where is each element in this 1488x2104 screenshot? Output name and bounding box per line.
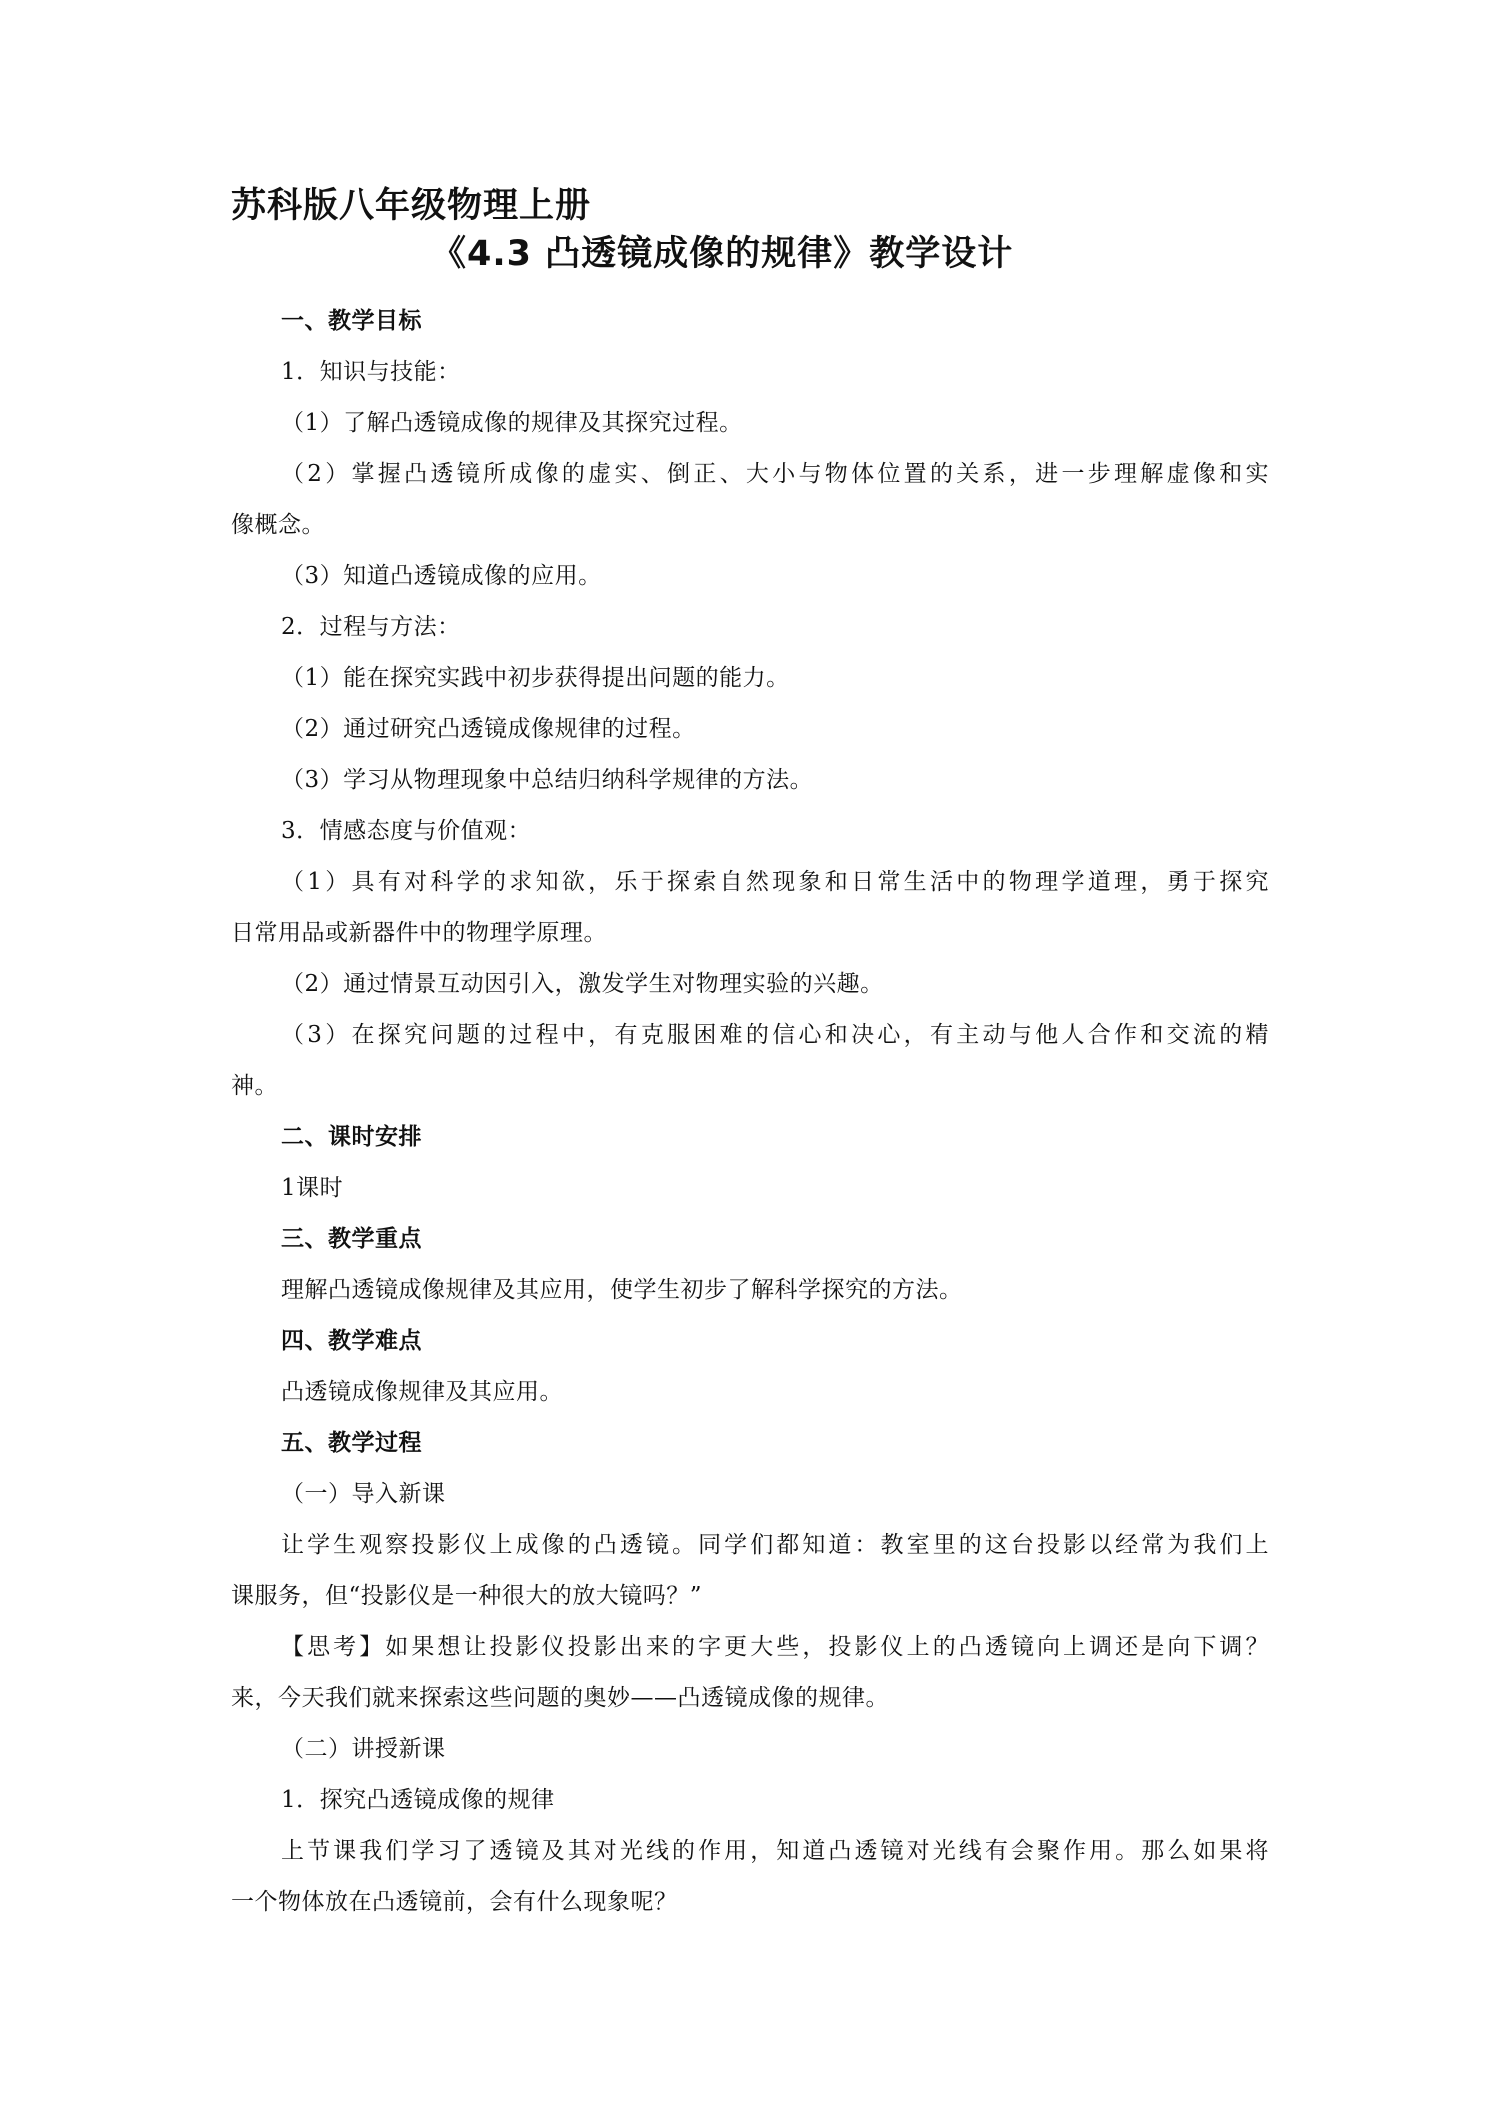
paragraph-line: 神。 [231, 1073, 278, 1099]
paragraph-line: （二）讲授新课 [281, 1736, 446, 1762]
paragraph-line: （1）具有对科学的求知欲，乐于探索自然现象和日常生活中的物理学道理，勇于探究 [281, 869, 1269, 895]
doc-title-line2: 《4.3 凸透镜成像的规律》教学设计 [431, 234, 1014, 274]
paragraph-line: 1．知识与技能： [281, 359, 461, 385]
paragraph-line: （3）在探究问题的过程中，有克服困难的信心和决心，有主动与他人合作和交流的精 [281, 1022, 1269, 1048]
section-heading-objectives: 一、教学目标 [281, 308, 422, 334]
paragraph-line: 1课时 [281, 1175, 344, 1201]
paragraph-line: 让学生观察投影仪上成像的凸透镜。同学们都知道：教室里的这台投影以经常为我们上 [281, 1532, 1269, 1558]
section-heading-difficulties: 四、教学难点 [281, 1328, 422, 1354]
paragraph-line: （3）知道凸透镜成像的应用。 [281, 563, 602, 589]
paragraph-line: （1）能在探究实践中初步获得提出问题的能力。 [281, 665, 790, 691]
paragraph-line: （2）通过情景互动因引入，激发学生对物理实验的兴趣。 [281, 971, 884, 997]
paragraph-line: （3）学习从物理现象中总结归纳科学规律的方法。 [281, 767, 814, 793]
paragraph-line: （2）掌握凸透镜所成像的虚实、倒正、大小与物体位置的关系，进一步理解虚像和实 [281, 461, 1269, 487]
paragraph-line: 2．过程与方法： [281, 614, 461, 640]
paragraph-line: 【思考】如果想让投影仪投影出来的字更大些，投影仪上的凸透镜向上调还是向下调？ [281, 1634, 1269, 1660]
paragraph-line: 一个物体放在凸透镜前，会有什么现象呢？ [231, 1889, 678, 1915]
paragraph-line: 像概念。 [231, 512, 325, 538]
paragraph-line: 上节课我们学习了透镜及其对光线的作用，知道凸透镜对光线有会聚作用。那么如果将 [281, 1838, 1269, 1864]
paragraph-line: 来，今天我们就来探索这些问题的奥妙——凸透镜成像的规律。 [231, 1685, 889, 1711]
paragraph-line: 3．情感态度与价值观： [281, 818, 532, 844]
section-heading-key-points: 三、教学重点 [281, 1226, 422, 1252]
paragraph-line: （2）通过研究凸透镜成像规律的过程。 [281, 716, 696, 742]
paragraph-line: 课服务，但“投影仪是一种很大的放大镜吗？” [231, 1583, 703, 1609]
paragraph-line: 理解凸透镜成像规律及其应用，使学生初步了解科学探究的方法。 [281, 1277, 963, 1303]
paragraph-line: （1）了解凸透镜成像的规律及其探究过程。 [281, 410, 743, 436]
section-heading-process: 五、教学过程 [281, 1430, 422, 1456]
paragraph-line: 日常用品或新器件中的物理学原理。 [231, 920, 607, 946]
doc-title-line1: 苏科版八年级物理上册 [231, 186, 592, 226]
paragraph-line: （一）导入新课 [281, 1481, 446, 1507]
section-heading-schedule: 二、课时安排 [281, 1124, 422, 1150]
paragraph-line: 1．探究凸透镜成像的规律 [281, 1787, 555, 1813]
paragraph-line: 凸透镜成像规律及其应用。 [281, 1379, 563, 1405]
